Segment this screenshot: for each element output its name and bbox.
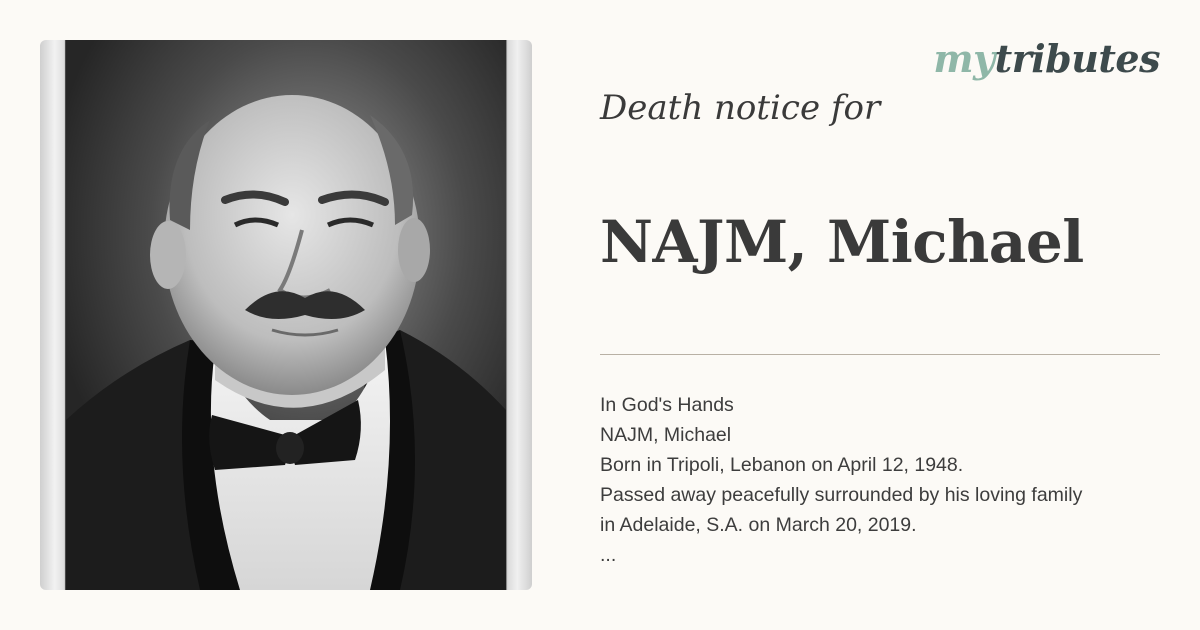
notice-line: in Adelaide, S.A. on March 20, 2019. [600,514,917,536]
notice-line: In God's Hands [600,394,734,416]
logo-part-my: my [933,36,995,81]
notice-line: NAJM, Michael [600,424,732,446]
portrait-photo [40,40,532,590]
notice-line: Born in Tripoli, Lebanon on April 12, 1948. [600,454,964,476]
notice-line: ... [600,544,617,566]
mytributes-logo[interactable] [933,36,1160,81]
notice-line: Passed away peacefully surrounded by his loving family [600,484,1083,506]
deceased-name: NAJM, Michael [600,208,1084,276]
notice-text [600,390,1180,570]
logo-part-tributes: tributes [994,36,1160,81]
notice-heading: Death notice for [600,88,881,128]
portrait-illustration [40,40,532,590]
divider [600,354,1160,355]
